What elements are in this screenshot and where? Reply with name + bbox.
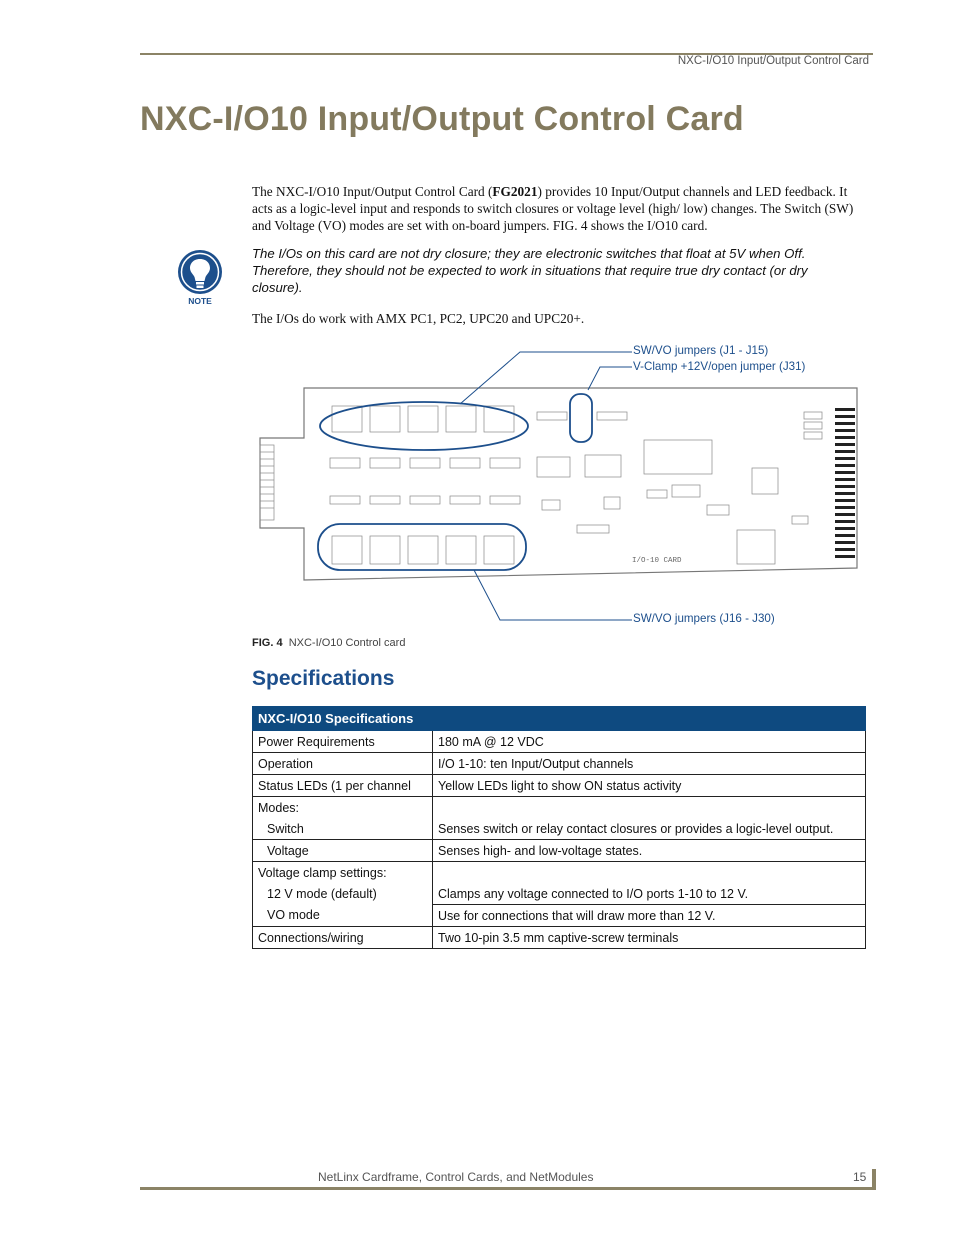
spec-label: Modes: xyxy=(253,797,433,819)
table-row xyxy=(253,883,866,905)
spec-value: Clamps any voltage connected to I/O ports 1-10 to 12 V. xyxy=(433,883,866,905)
spec-label: Status LEDs (1 per channel xyxy=(253,775,433,797)
spec-value: 180 mA @ 12 VDC xyxy=(433,731,866,753)
note-text: The I/Os on this card are not dry closure; they are electronic switches that float at 5V when Off. Therefore, they should not be expected to work in situations that require true dry contact (or dry closure). xyxy=(252,246,808,295)
table-row xyxy=(253,862,866,884)
table-row xyxy=(253,927,866,949)
spec-label: VO mode xyxy=(253,905,433,927)
table-header-row xyxy=(253,707,866,731)
table-row xyxy=(253,840,866,862)
spec-value: Two 10-pin 3.5 mm captive-screw terminals xyxy=(433,927,866,949)
table-row xyxy=(253,818,866,840)
page-number: 15 xyxy=(853,1170,867,1184)
board-drawing xyxy=(252,340,872,635)
figure-io10-card xyxy=(252,340,872,640)
spec-label: Power Requirements xyxy=(253,731,433,753)
product-code: FG2021 xyxy=(492,184,538,199)
note-icon-label: NOTE xyxy=(188,296,212,306)
figure-caption-label: FIG. 4 xyxy=(252,637,283,649)
running-header: NXC-I/O10 Input/Output Control Card xyxy=(677,55,869,67)
intro-paragraph xyxy=(252,183,867,234)
spec-value: Yellow LEDs light to show ON status activity xyxy=(433,775,866,797)
spec-label: Voltage xyxy=(253,840,433,862)
intro-after-code: ) provides 10 Input/Output channels and LED feedback. It acts as a logic-level input and responds to switch closures or voltage level (high/ low) changes. The Switch (SW) and Voltage (VO) modes are set with on-board jumpers. FIG. 4 shows the I/O10 card. xyxy=(252,184,854,233)
table-row xyxy=(253,797,866,819)
specifications-table xyxy=(252,706,866,949)
spec-value xyxy=(433,797,866,819)
spec-value xyxy=(433,862,866,884)
spec-value: Senses high- and low-voltage states. xyxy=(433,840,866,862)
note-icon xyxy=(175,247,225,307)
spec-label: Operation xyxy=(253,753,433,775)
spec-label: 12 V mode (default) xyxy=(253,883,433,905)
spec-value: I/O 1-10: ten Input/Output channels xyxy=(433,753,866,775)
intro-before-code: The NXC-I/O10 Input/Output Control Card ( xyxy=(252,184,493,199)
callout-vclamp: V-Clamp +12V/open jumper (J31) xyxy=(633,360,806,373)
spec-label: Voltage clamp settings: xyxy=(253,862,433,884)
table-row xyxy=(253,753,866,775)
table-row xyxy=(253,775,866,797)
figure-caption-text: NXC-I/O10 Control card xyxy=(288,637,406,649)
figure-caption xyxy=(252,637,405,649)
spec-value: Senses switch or relay contact closures or provides a logic-level output. xyxy=(433,818,866,840)
table-row xyxy=(253,731,866,753)
footer-rule xyxy=(140,1187,874,1190)
footer-title: NetLinx Cardframe, Control Cards, and NetModules xyxy=(318,1170,594,1184)
page-title: NXC-I/O10 Input/Output Control Card xyxy=(140,100,744,138)
board-silkscreen-label: I/O-10 CARD xyxy=(632,557,682,565)
callout-jumpers-top: SW/VO jumpers (J1 - J15) xyxy=(633,344,769,357)
table-title: NXC-I/O10 Specifications xyxy=(253,707,866,731)
spec-value: Use for connections that will draw more than 12 V. xyxy=(433,905,866,927)
spec-label: Connections/wiring xyxy=(253,927,433,949)
compatibility-text: The I/Os do work with AMX PC1, PC2, UPC20 and UPC20+. xyxy=(252,311,585,326)
spec-label: Switch xyxy=(253,818,433,840)
specifications-heading: Specifications xyxy=(252,667,395,690)
table-row xyxy=(253,905,866,927)
callout-jumpers-bottom: SW/VO jumpers (J16 - J30) xyxy=(633,612,775,625)
